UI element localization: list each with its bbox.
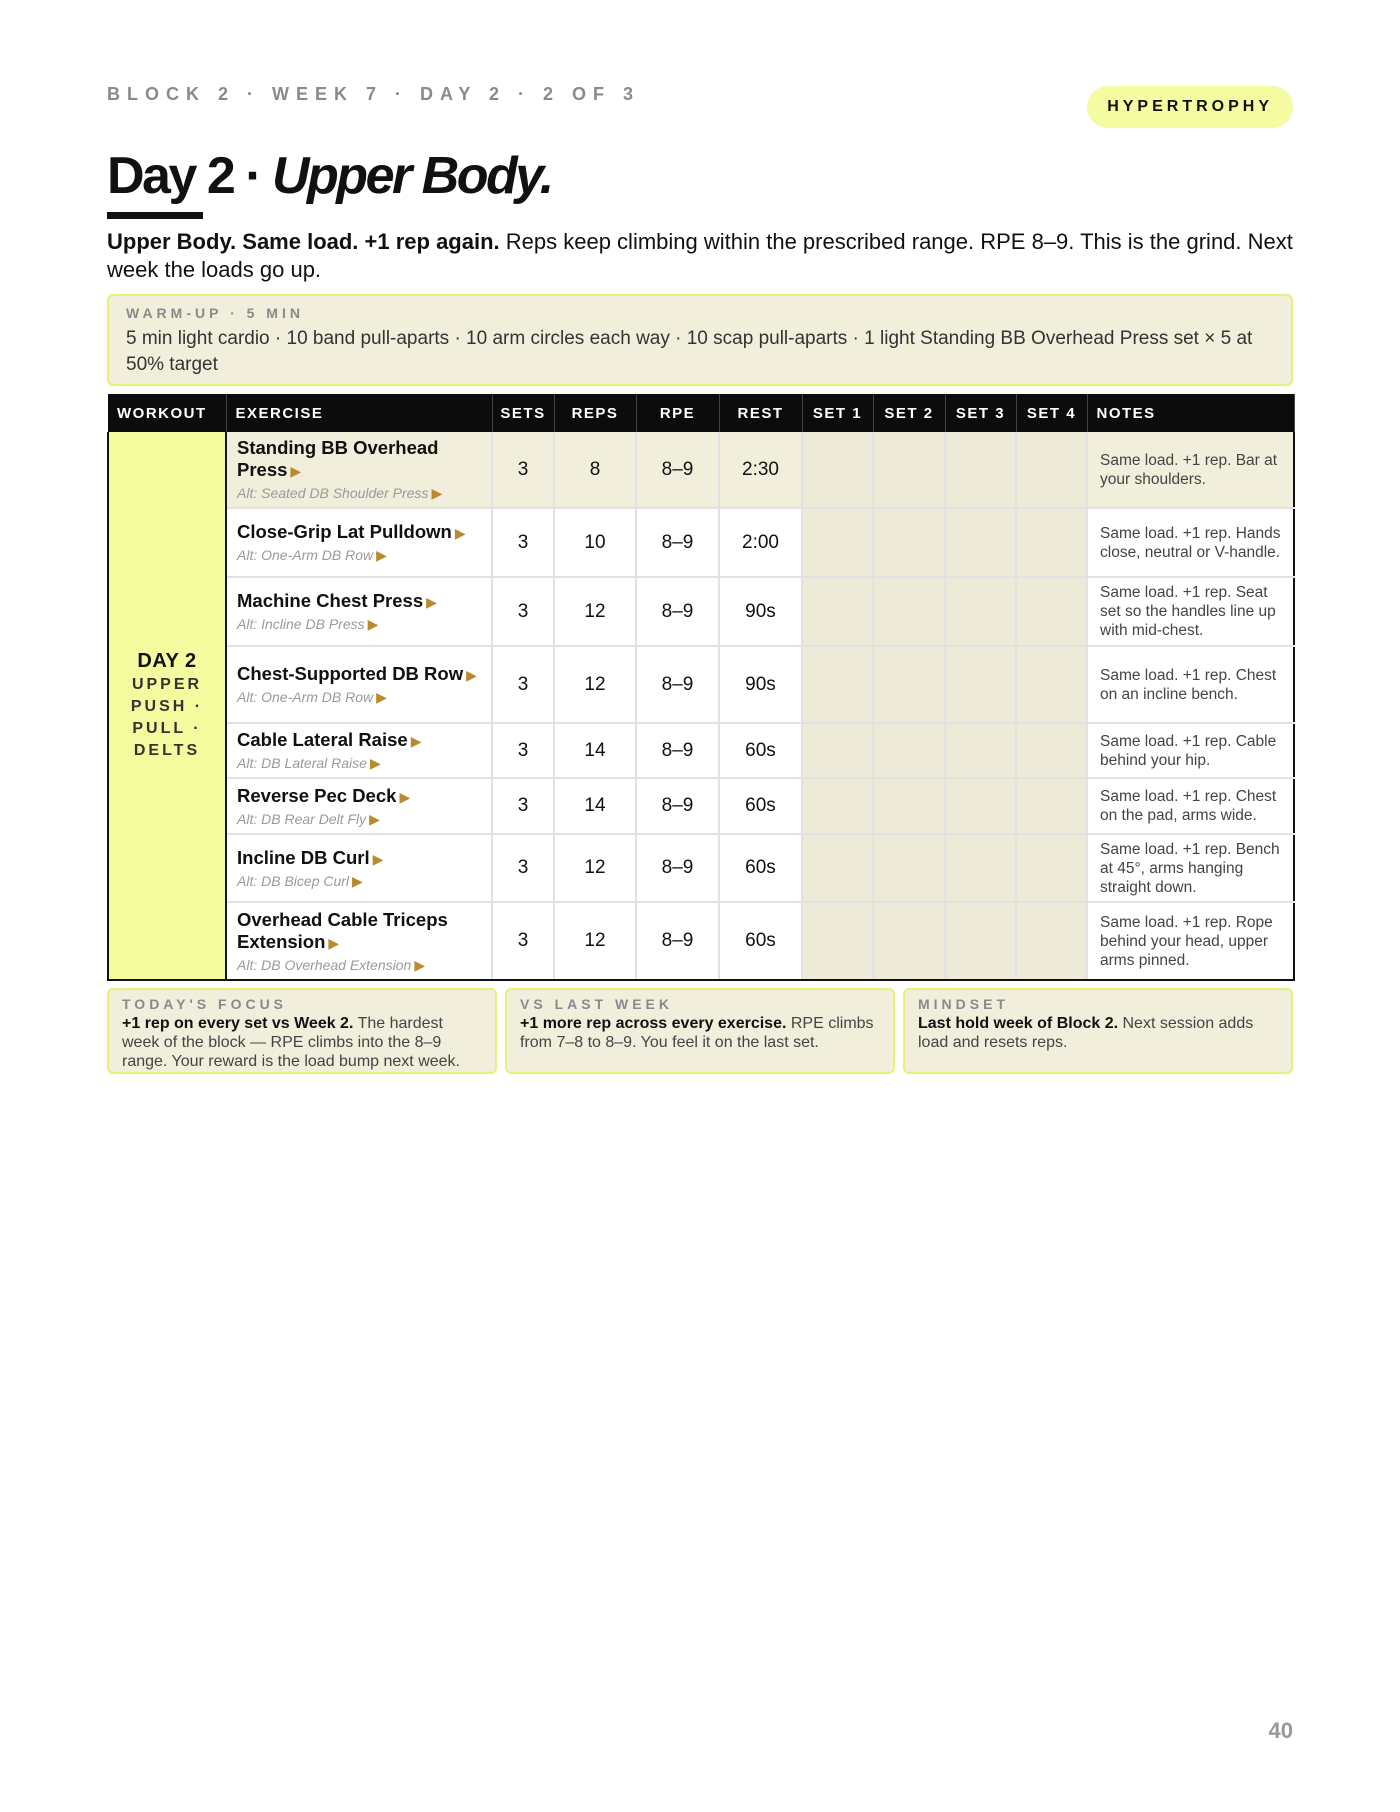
intro-bold: Upper Body. Same load. +1 rep again. (107, 229, 500, 254)
play-triangle-icon[interactable]: ▶ (466, 667, 477, 683)
rest-value: 60s (719, 834, 802, 902)
card-label: VS LAST WEEK (520, 996, 674, 1012)
program-eyebrow: BLOCK 2 · WEEK 7 · DAY 2 · 2 OF 3 (107, 84, 641, 104)
set-1-entry[interactable] (802, 902, 873, 980)
sets-value: 3 (492, 778, 554, 834)
col-header-set4: SET 4 (1016, 394, 1087, 432)
exercise-cell (226, 723, 492, 778)
day-focus-1: UPPER (131, 676, 203, 693)
session-intro (107, 228, 1293, 284)
play-triangle-icon[interactable]: ▶ (410, 733, 422, 749)
exercise-link[interactable]: Chest-Supported DB Row ▶ (237, 663, 477, 684)
rest-value: 90s (719, 646, 802, 723)
exercise-note: Same load. +1 rep. Cable behind your hip. (1087, 723, 1294, 778)
summary-cards (107, 988, 1293, 1074)
title-underline (107, 212, 203, 219)
col-header-set1: SET 1 (802, 394, 873, 432)
sets-value: 3 (492, 577, 554, 646)
exercise-note: Same load. +1 rep. Seat set so the handles line up with mid-chest. (1087, 577, 1294, 646)
rest-value: 90s (719, 577, 802, 646)
rpe-value: 8–9 (636, 778, 719, 834)
col-header-set2: SET 2 (873, 394, 945, 432)
exercise-note: Same load. +1 rep. Rope behind your head, upper arms pinned. (1087, 902, 1294, 980)
rpe-value: 8–9 (636, 577, 719, 646)
sets-value: 3 (492, 902, 554, 980)
col-header-workout: WORKOUT (108, 394, 226, 432)
reps-value: 10 (554, 508, 636, 577)
set-3-entry[interactable] (945, 646, 1016, 723)
rpe-value: 8–9 (636, 646, 719, 723)
table-row (108, 778, 1294, 834)
set-2-entry[interactable] (873, 723, 945, 778)
day-focus-4: DELTS (133, 742, 201, 759)
set-3-entry[interactable] (945, 834, 1016, 902)
exercise-cell (226, 778, 492, 834)
set-3-entry[interactable] (945, 902, 1016, 980)
sets-value: 3 (492, 508, 554, 577)
table-row (108, 646, 1294, 723)
title-italic: Upper Body. (271, 147, 552, 205)
play-triangle-icon[interactable]: ▶ (426, 594, 437, 610)
set-3-entry[interactable] (945, 723, 1016, 778)
set-2-entry[interactable] (873, 508, 945, 577)
reps-value: 12 (554, 646, 636, 723)
set-4-entry[interactable] (1016, 902, 1087, 980)
phase-badge: HYPERTROPHY (1087, 86, 1293, 128)
rest-value: 2:30 (719, 432, 802, 508)
exercise-cell (226, 577, 492, 646)
play-triangle-icon[interactable]: ▶ (376, 689, 387, 705)
alt-exercise-link[interactable]: Alt: One-Arm DB Row ▶ (237, 689, 387, 705)
set-2-entry[interactable] (873, 902, 945, 980)
day-focus-2: PUSH · (130, 698, 204, 715)
rpe-value: 8–9 (636, 508, 719, 577)
alt-exercise-link[interactable]: Alt: DB Bicep Curl ▶ (237, 872, 363, 889)
exercise-cell (226, 508, 492, 577)
day-focus-3: PULL · (132, 720, 202, 737)
col-header-notes: NOTES (1087, 394, 1294, 432)
card-text: Last hold week of Block 2. Next session adds load and resets reps. (918, 1015, 1254, 1051)
set-3-entry[interactable] (945, 778, 1016, 834)
set-4-entry[interactable] (1016, 646, 1087, 723)
exercise-note: Same load. +1 rep. Bar at your shoulders. (1087, 432, 1294, 508)
workout-table (107, 394, 1295, 981)
focus-card (107, 988, 497, 1074)
set-4-entry[interactable] (1016, 834, 1087, 902)
play-triangle-icon[interactable]: ▶ (376, 547, 387, 563)
exercise-link[interactable]: Reverse Pec Deck ▶ (237, 784, 411, 806)
warmup-text: 5 min light cardio · 10 band pull-aparts · 10 arm circles each way · 10 scap pull-aparts · 1 light Standing BB Overhead Press set × 5 at 50% target (126, 328, 1253, 375)
day-title: DAY 2 (137, 650, 197, 672)
set-3-entry[interactable] (945, 432, 1016, 508)
exercise-note: Same load. +1 rep. Hands close, neutral or V-handle. (1087, 508, 1294, 577)
alt-exercise-link[interactable]: Alt: DB Overhead Extension ▶ (237, 956, 426, 973)
play-triangle-icon[interactable]: ▶ (399, 788, 411, 805)
reps-value: 8 (554, 432, 636, 508)
table-header-row (108, 394, 1294, 432)
play-triangle-icon[interactable]: ▶ (369, 755, 381, 771)
alt-exercise-link[interactable]: Alt: DB Lateral Raise ▶ (237, 755, 381, 771)
sets-value: 3 (492, 834, 554, 902)
set-3-entry[interactable] (945, 577, 1016, 646)
warmup-box (107, 294, 1293, 386)
rest-value: 60s (719, 778, 802, 834)
exercise-note: Same load. +1 rep. Bench at 45°, arms hanging straight down. (1087, 834, 1294, 902)
alt-exercise-link[interactable]: Alt: One-Arm DB Row ▶ (237, 547, 387, 563)
set-4-entry[interactable] (1016, 508, 1087, 577)
mindset-card (903, 988, 1293, 1074)
play-triangle-icon[interactable]: ▶ (454, 525, 466, 541)
set-4-entry[interactable] (1016, 432, 1087, 508)
exercise-link[interactable]: Overhead Cable Triceps Extension ▶ (237, 908, 448, 952)
table-row (108, 432, 1294, 508)
set-2-entry[interactable] (873, 646, 945, 723)
set-1-entry[interactable] (802, 646, 873, 723)
col-header-rpe: RPE (636, 394, 719, 432)
play-triangle-icon[interactable]: ▶ (352, 872, 363, 889)
set-1-entry[interactable] (802, 432, 873, 508)
warmup-label: WARM-UP · 5 MIN (126, 305, 304, 321)
exercise-cell (226, 834, 492, 902)
rpe-value: 8–9 (636, 902, 719, 980)
table-row (108, 723, 1294, 778)
exercise-link[interactable]: Close-Grip Lat Pulldown ▶ (237, 521, 466, 542)
col-header-set3: SET 3 (945, 394, 1016, 432)
set-2-entry[interactable] (873, 577, 945, 646)
vs-last-week-card (505, 988, 895, 1074)
set-2-entry[interactable] (873, 778, 945, 834)
reps-value: 12 (554, 834, 636, 902)
rest-value: 60s (719, 723, 802, 778)
play-triangle-icon[interactable]: ▶ (369, 810, 380, 827)
rest-value: 2:00 (719, 508, 802, 577)
table-row (108, 902, 1294, 980)
set-4-entry[interactable] (1016, 778, 1087, 834)
set-1-entry[interactable] (802, 778, 873, 834)
col-header-sets: SETS (492, 394, 554, 432)
set-1-entry[interactable] (802, 834, 873, 902)
exercise-cell (226, 646, 492, 723)
set-1-entry[interactable] (802, 723, 873, 778)
alt-exercise-link[interactable]: Alt: Incline DB Press ▶ (237, 616, 379, 632)
set-1-entry[interactable] (802, 577, 873, 646)
play-triangle-icon[interactable]: ▶ (431, 485, 443, 501)
page-title (107, 146, 552, 206)
set-1-entry[interactable] (802, 508, 873, 577)
rest-value: 60s (719, 902, 802, 980)
page-number: 40 (1268, 1718, 1293, 1743)
sets-value: 3 (492, 646, 554, 723)
alt-exercise-link[interactable]: Alt: DB Rear Delt Fly ▶ (237, 810, 380, 827)
table-row (108, 834, 1294, 902)
title-main: Day 2 · (107, 147, 272, 205)
exercise-link[interactable]: Cable Lateral Raise ▶ (237, 729, 422, 750)
set-2-entry[interactable] (873, 834, 945, 902)
card-label: MINDSET (918, 996, 1009, 1012)
sets-value: 3 (492, 432, 554, 508)
play-triangle-icon[interactable]: ▶ (414, 956, 426, 973)
alt-exercise-link[interactable]: Alt: Seated DB Shoulder Press ▶ (237, 485, 443, 501)
reps-value: 12 (554, 577, 636, 646)
card-label: TODAY'S FOCUS (122, 996, 288, 1012)
sets-value: 3 (492, 723, 554, 778)
rpe-value: 8–9 (636, 432, 719, 508)
play-triangle-icon[interactable]: ▶ (367, 616, 379, 632)
col-header-exercise: EXERCISE (226, 394, 492, 432)
exercise-note: Same load. +1 rep. Chest on an incline bench. (1087, 646, 1294, 723)
exercise-link[interactable]: Incline DB Curl ▶ (237, 846, 384, 868)
intro-text: Reps keep climbing within the prescribed range. RPE 8–9. This is the grind. Next week the loads go up. (107, 229, 1293, 282)
exercise-link[interactable]: Machine Chest Press ▶ (237, 590, 437, 611)
rpe-value: 8–9 (636, 834, 719, 902)
card-text: +1 rep on every set vs Week 2. The hardest week of the block — RPE climbs into the 8–9 range. Your reward is the load bump next week. (122, 1015, 460, 1070)
day-cell (108, 432, 226, 980)
set-4-entry[interactable] (1016, 723, 1087, 778)
table-row (108, 508, 1294, 577)
play-triangle-icon[interactable]: ▶ (290, 463, 302, 479)
set-4-entry[interactable] (1016, 577, 1087, 646)
exercise-note: Same load. +1 rep. Chest on the pad, arms wide. (1087, 778, 1294, 834)
play-triangle-icon[interactable]: ▶ (328, 934, 340, 951)
set-3-entry[interactable] (945, 508, 1016, 577)
table-row (108, 577, 1294, 646)
card-text: +1 more rep across every exercise. RPE climbs from 7–8 to 8–9. You feel it on the last set. (520, 1015, 874, 1051)
reps-value: 14 (554, 723, 636, 778)
exercise-cell (226, 432, 492, 508)
exercise-link[interactable]: Standing BB Overhead Press ▶ (237, 437, 439, 480)
reps-value: 12 (554, 902, 636, 980)
reps-value: 14 (554, 778, 636, 834)
set-2-entry[interactable] (873, 432, 945, 508)
col-header-reps: REPS (554, 394, 636, 432)
play-triangle-icon[interactable]: ▶ (372, 850, 384, 867)
rpe-value: 8–9 (636, 723, 719, 778)
col-header-rest: REST (719, 394, 802, 432)
exercise-cell (226, 902, 492, 980)
